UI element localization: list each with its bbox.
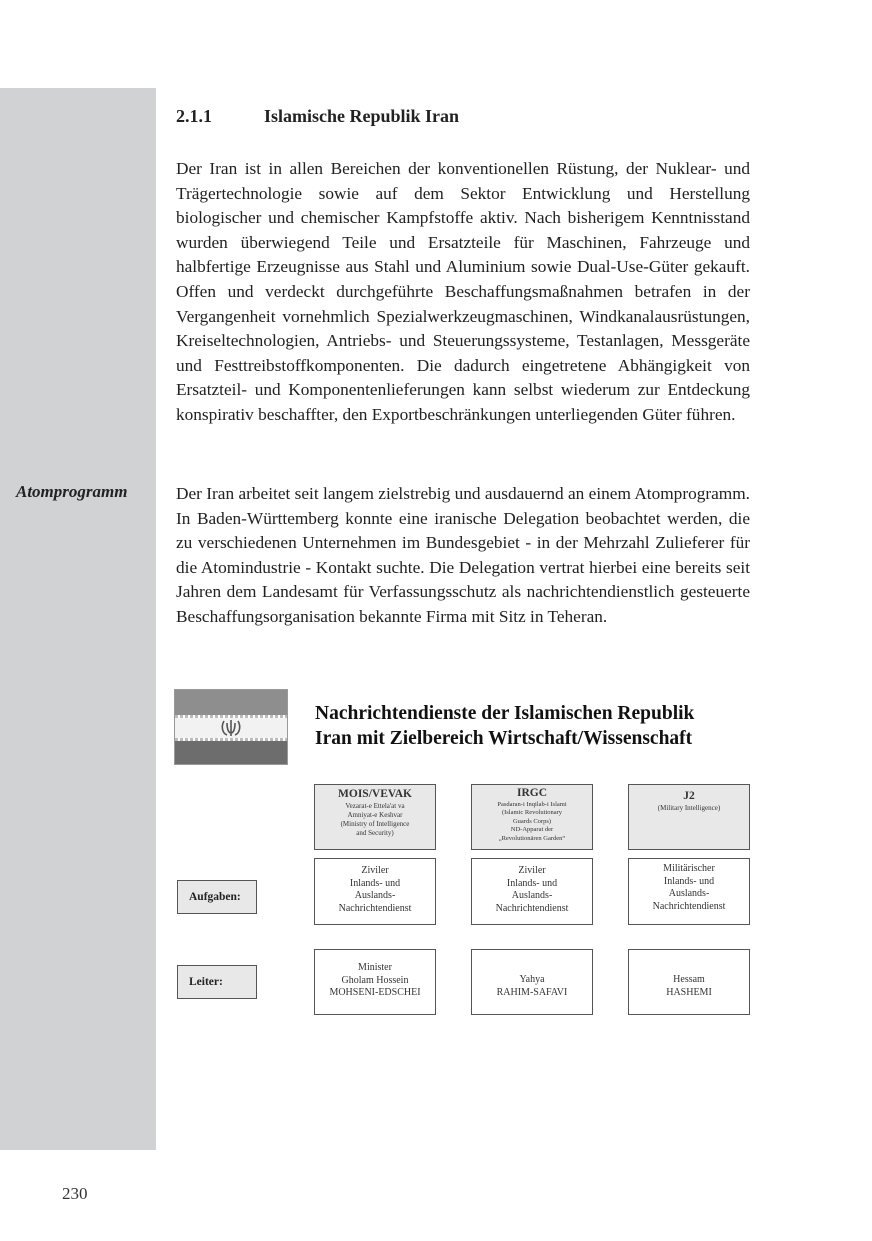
task-line: Auslands-: [354, 890, 396, 901]
leader-line: Hessam: [673, 974, 705, 985]
row-label-tasks: Aufgaben:: [177, 880, 257, 914]
row-label-leaders: Leiter:: [177, 965, 257, 999]
leader-line: Minister: [358, 962, 392, 973]
leader-line: Yahya: [519, 974, 545, 985]
agency-abbr: J2: [683, 790, 695, 802]
task-line: Auslands-: [511, 890, 553, 901]
task-line: Auslands-: [668, 888, 710, 899]
margin-note: Atomprogramm: [16, 482, 128, 501]
section-title: Islamische Republik Iran: [264, 106, 460, 126]
task-line: Nachrichtendienst: [338, 902, 412, 914]
agency-fullname-line: Vezarat-e Ettela'at va: [345, 801, 405, 810]
task-line: Militärischer: [663, 863, 715, 874]
chart-title-line-1: Nachrichtendienste der Islamischen Republik: [315, 703, 695, 724]
left-margin-bar: [0, 88, 156, 1150]
leader-box-j2: [628, 949, 750, 1015]
agency-fullname-line: Pasdaran-i Inqilab-i Islami: [497, 800, 567, 808]
chart-title: [315, 701, 694, 751]
agency-fullname-line: (Military Intelligence): [657, 803, 721, 812]
page-number: 230: [62, 1184, 88, 1203]
agency-box-j2: [628, 784, 750, 850]
task-line: Inlands- und: [663, 875, 715, 887]
task-line: Ziviler: [361, 865, 389, 876]
leader-line: MOHSENI-EDSCHEI: [329, 987, 421, 998]
leader-line: Gholam Hossein: [341, 974, 409, 986]
leader-box-mois: [314, 949, 436, 1015]
agency-fullname-line: (Ministry of Intelligence: [340, 819, 410, 828]
section-number: 2.1.1: [176, 106, 212, 126]
agency-fullname-line: Amniyat-e Keshvar: [347, 810, 403, 819]
agency-fullname-line: „Revolutionären Garden“: [498, 834, 566, 842]
agency-fullname-line: (Islamic Revolutionary: [501, 809, 563, 816]
leader-line: HASHEMI: [666, 986, 712, 998]
leader-line: RAHIM-SAFAVI: [496, 986, 568, 998]
leader-box-irgc: [471, 949, 593, 1015]
task-line: Nachrichtendienst: [495, 902, 569, 914]
paragraph-1: Der Iran ist in allen Bereichen der konventionellen Rüstung, der Nuklear- und Trägertechnologie sowie auf dem Sektor Entwicklung und Herstellung biologischer und chemischer Kampfstoffe aktiv. Nach bisherigem Kenntnisstand wurden überwiegend Teile und Ersatzteile für Maschinen, Fahrzeuge und halbfertige Erzeugnisse aus Stahl und Aluminium sowie Dual-Use-Güter gekauft. Offen und verdeckt durchgeführte Beschaffungsmaßnahmen betrafen in der Vergangenheit vornehmlich Spezialwerkzeugmaschinen, Windkanalausrüstungen, Kreiseltechnologien, Antriebs- und Steuerungssysteme, Testanlagen, Messgeräte und Festtreibstoffkomponenten. Die dadurch eingetretene Abhängigkeit von Ersatzteil- und Komponentenlieferungen kann selbst wiederum zur Entdeckung konspirativ beschaffter, den Exportbeschränkungen unterliegenden Güter führen.: [176, 159, 750, 424]
task-line: Ziviler: [518, 865, 546, 876]
agency-fullname-line: and Security): [356, 828, 394, 837]
iran-emblem-icon: [220, 718, 242, 738]
task-line: Inlands- und: [506, 877, 558, 889]
iran-flag-image: [174, 689, 288, 765]
agency-box-irgc: [471, 784, 593, 850]
agency-abbr: IRGC: [516, 787, 548, 799]
paragraph-2: Der Iran arbeitet seit langem zielstrebig und ausdauernd an einem Atomprogramm. In Baden-Württemberg konnte eine iranische Delegation beobachtet werden, die zu verschiedenen Unternehmen im Bundesgebiet - in der Mehrzahl Zulieferer für die Atomindustrie - Kontakt suchte. Die Delegation vertrat hierbei eine bereits seit Jahren dem Landesamt für Verfassungsschutz als nachrichtendienstlich gesteuerte Beschaffungsorganisation bekannte Firma mit Sitz in Teheran.: [176, 484, 750, 626]
task-line: Inlands- und: [349, 877, 401, 889]
agency-box-mois: [314, 784, 436, 850]
agency-fullname-line: ND-Apparat der: [510, 826, 554, 833]
task-box-irgc: [471, 858, 593, 925]
agency-fullname-line: Guards Corps): [512, 817, 552, 825]
chart-title-line-2: Iran mit Zielbereich Wirtschaft/Wissenschaft: [315, 728, 693, 749]
task-line: Nachrichtendienst: [652, 900, 726, 912]
section-heading: [176, 106, 459, 127]
agency-abbr: MOIS/VEVAK: [338, 788, 412, 800]
task-box-mois: [314, 858, 436, 925]
task-box-j2: [628, 858, 750, 925]
